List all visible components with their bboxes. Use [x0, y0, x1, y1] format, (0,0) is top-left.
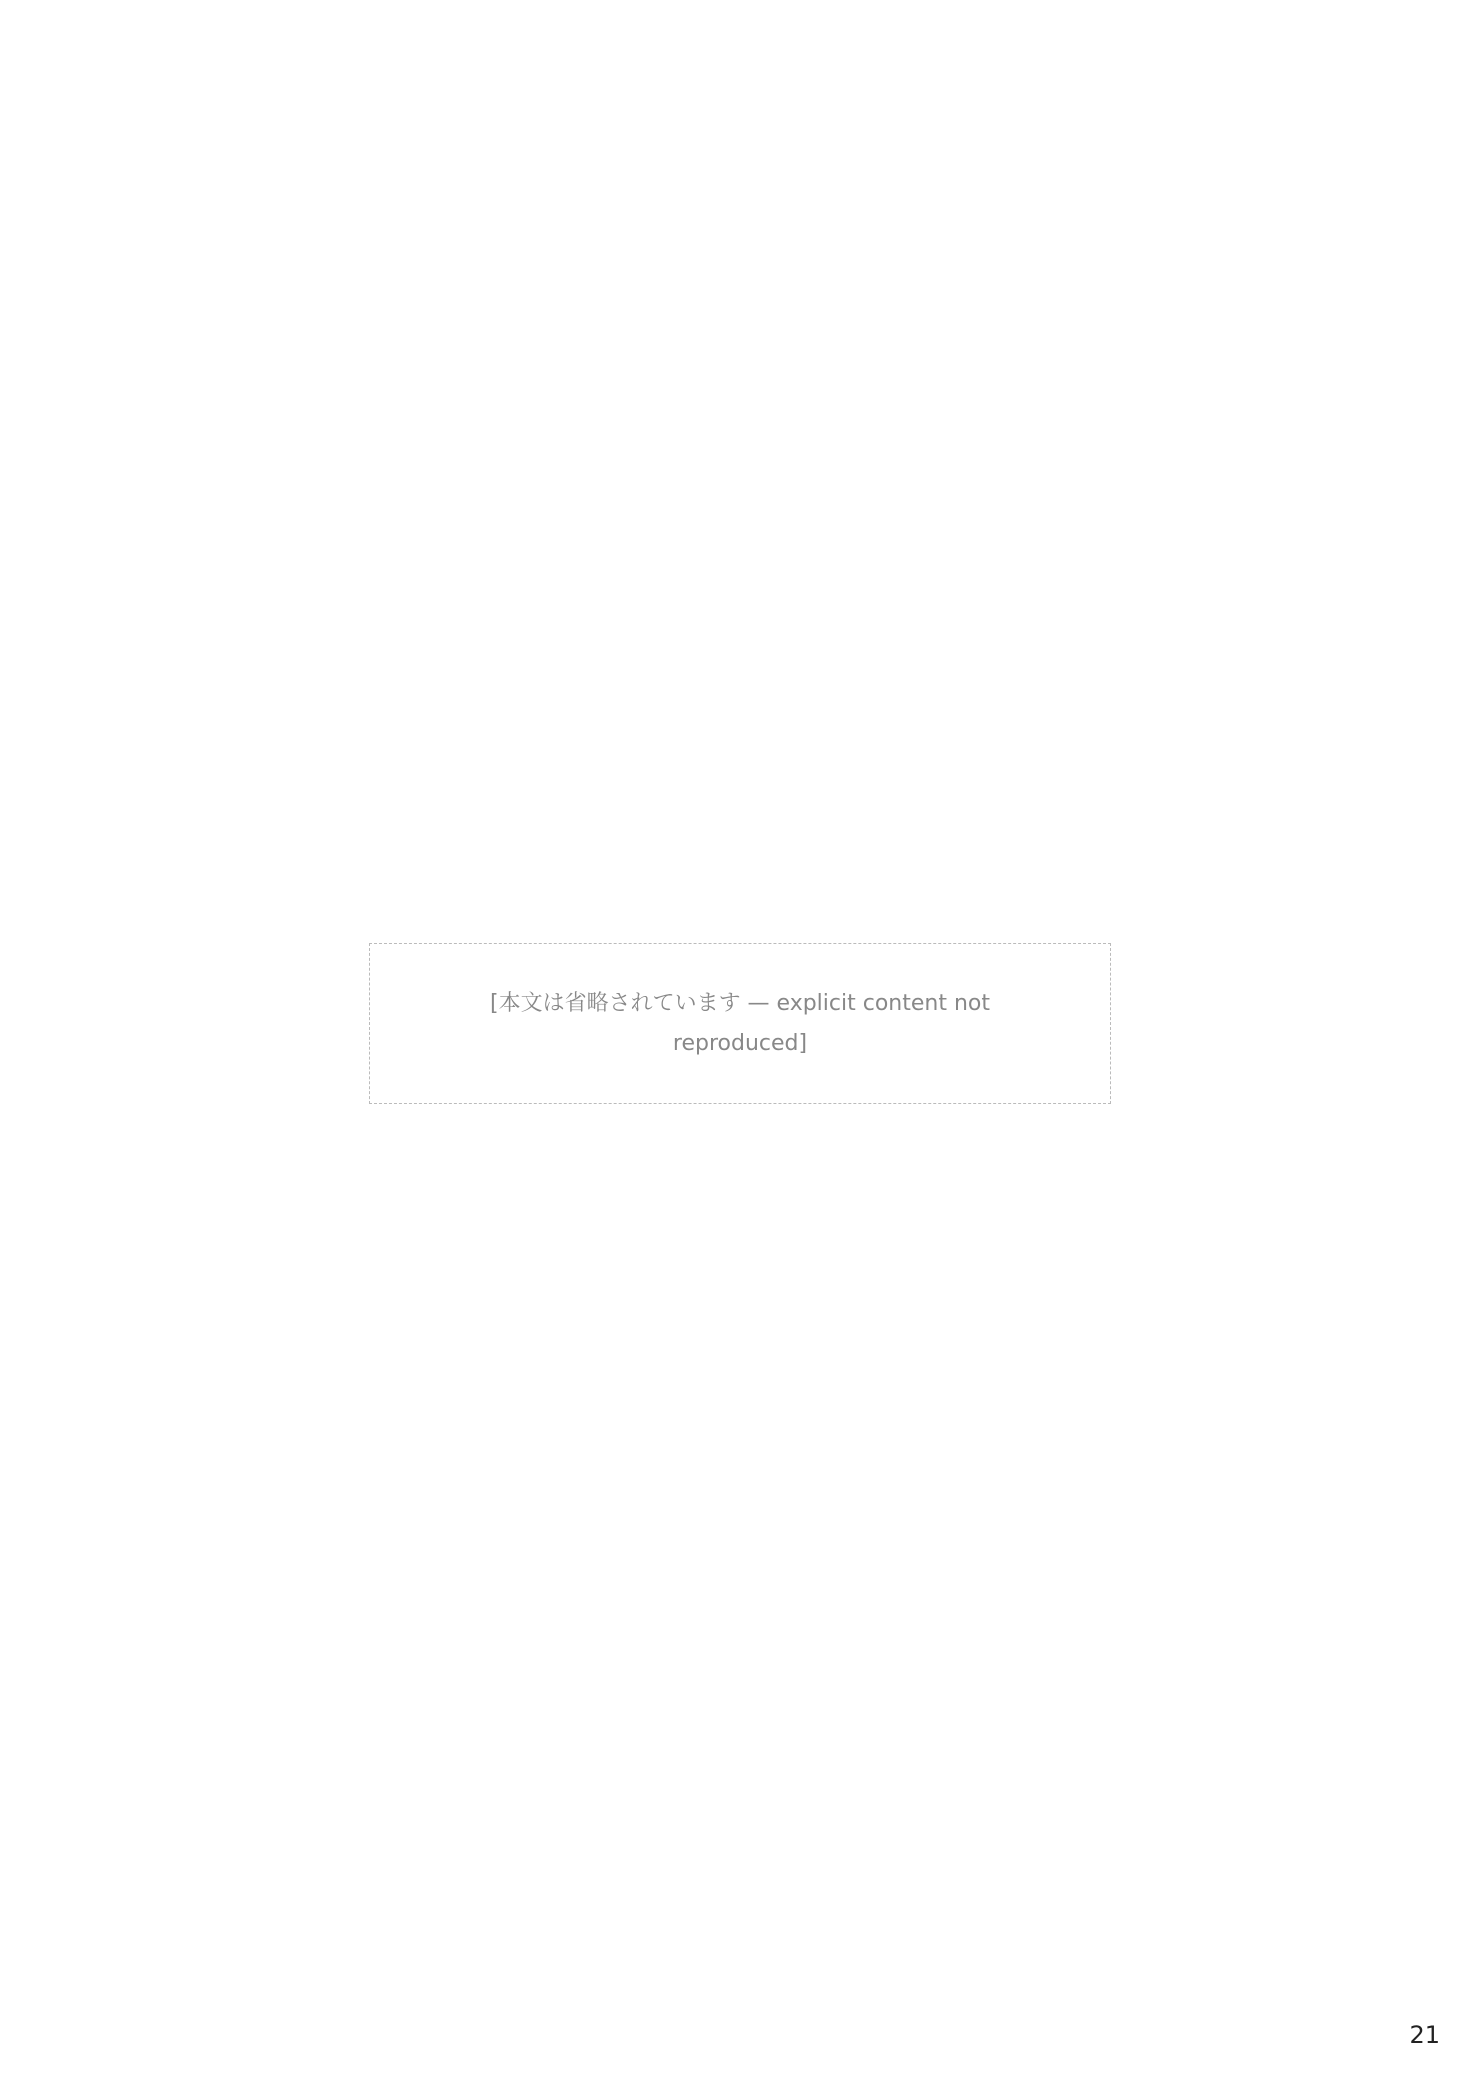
body-text-area: [130, 120, 1350, 1927]
page-number: 21: [1409, 2021, 1440, 2049]
redacted-body-text: [本文は省略されています — explicit content not reproduced]: [369, 943, 1111, 1104]
